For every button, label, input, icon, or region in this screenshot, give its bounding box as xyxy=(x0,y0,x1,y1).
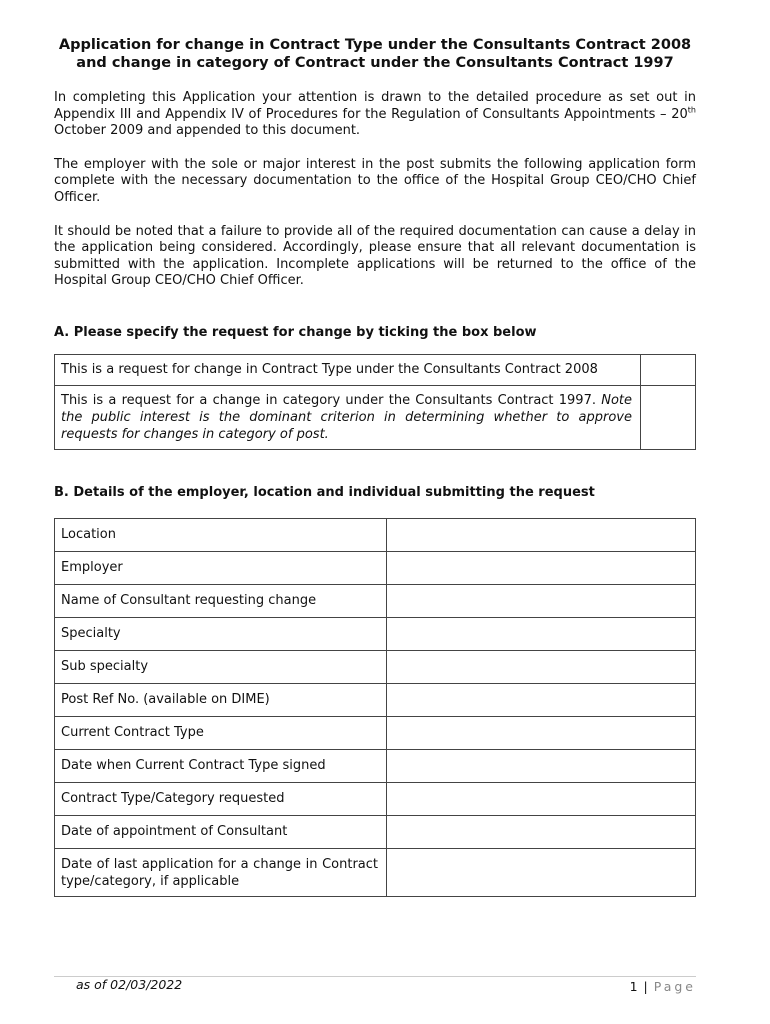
details-row-post-ref xyxy=(55,683,696,716)
details-field-appointment-date[interactable] xyxy=(387,815,696,848)
page-number: 1 xyxy=(629,979,638,994)
details-label-category-requested: Contract Type/Category requested xyxy=(55,782,387,815)
details-row-specialty xyxy=(55,617,696,650)
details-field-contract-signed-date[interactable] xyxy=(387,749,696,782)
details-label-employer: Employer xyxy=(55,551,387,584)
footer-page-indicator xyxy=(630,979,696,994)
details-field-last-application-date[interactable] xyxy=(387,848,696,896)
ordinal-superscript: th xyxy=(687,105,696,115)
details-field-specialty[interactable] xyxy=(387,617,696,650)
details-row-contract-signed-date xyxy=(55,749,696,782)
details-row-appointment-date xyxy=(55,815,696,848)
request-row-category xyxy=(55,385,696,449)
page-separator: | xyxy=(643,979,648,994)
details-table xyxy=(54,518,696,897)
details-row-employer xyxy=(55,551,696,584)
details-label-sub-specialty: Sub specialty xyxy=(55,650,387,683)
intro-paragraph-text: In completing this Application your attention is drawn to the detailed procedure as set out in Appendix III and Appendix IV of Procedures for the Regulation of Consultants Appointments – 20 xyxy=(54,90,696,122)
details-row-consultant-name xyxy=(55,584,696,617)
page-footer xyxy=(54,976,696,997)
intro-paragraph-warning: It should be noted that a failure to provide all of the required documentation can cause a delay in the application being considered. Accordingly, please ensure that all relevant documentation is submitted with the application. Incomplete applications will be returned to the office of the Hospital Group CEO/CHO Chief Officer. xyxy=(54,223,696,289)
page-word: Page xyxy=(653,979,696,994)
details-label-appointment-date: Date of appointment of Consultant xyxy=(55,815,387,848)
details-field-employer[interactable] xyxy=(387,551,696,584)
details-label-location: Location xyxy=(55,518,387,551)
request-type-table xyxy=(54,354,696,450)
intro-paragraph-employer: The employer with the sole or major interest in the post submits the following application form complete with the necessary documentation to the office of the Hospital Group CEO/CHO Chief Officer. xyxy=(54,156,696,205)
details-field-current-contract-type[interactable] xyxy=(387,716,696,749)
request-option-category-checkbox[interactable] xyxy=(641,385,696,449)
details-field-location[interactable] xyxy=(387,518,696,551)
document-page xyxy=(54,36,696,897)
details-label-contract-signed-date: Date when Current Contract Type signed xyxy=(55,749,387,782)
document-title: Application for change in Contract Type under the Consultants Contract 2008 and change in category of Contract under the Consultants Contract 1997 xyxy=(58,37,692,71)
details-field-consultant-name[interactable] xyxy=(387,584,696,617)
intro-paragraph-procedure xyxy=(54,90,696,140)
request-option-contract-type-checkbox[interactable] xyxy=(641,354,696,385)
details-row-category-requested xyxy=(55,782,696,815)
details-field-post-ref[interactable] xyxy=(387,683,696,716)
request-option-contract-type-label: This is a request for change in Contract Type under the Consultants Contract 2008 xyxy=(55,354,641,385)
details-row-sub-specialty xyxy=(55,650,696,683)
details-label-last-application-date: Date of last application for a change in Contract type/category, if applicable xyxy=(55,848,387,896)
request-row-contract-type xyxy=(55,354,696,385)
details-label-current-contract-type: Current Contract Type xyxy=(55,716,387,749)
request-option-category-label xyxy=(55,385,641,449)
details-row-current-contract-type xyxy=(55,716,696,749)
details-field-sub-specialty[interactable] xyxy=(387,650,696,683)
details-label-post-ref: Post Ref No. (available on DIME) xyxy=(55,683,387,716)
footer-date: as of 02/03/2022 xyxy=(76,977,183,992)
request-option-category-note: Note the public interest is the dominant criterion in determining whether to approve requests for changes in category of post. xyxy=(61,392,632,442)
details-field-category-requested[interactable] xyxy=(387,782,696,815)
details-row-last-application-date xyxy=(55,848,696,896)
intro-paragraph-text-end: October 2009 and appended to this document. xyxy=(54,123,361,139)
details-label-consultant-name: Name of Consultant requesting change xyxy=(55,584,387,617)
details-label-specialty: Specialty xyxy=(55,617,387,650)
request-option-category-text: This is a request for a change in category under the Consultants Contract 1997. xyxy=(61,392,596,408)
details-row-location xyxy=(55,518,696,551)
section-b-heading: B. Details of the employer, location and individual submitting the request xyxy=(54,484,595,500)
section-a-heading: A. Please specify the request for change by ticking the box below xyxy=(54,324,537,340)
